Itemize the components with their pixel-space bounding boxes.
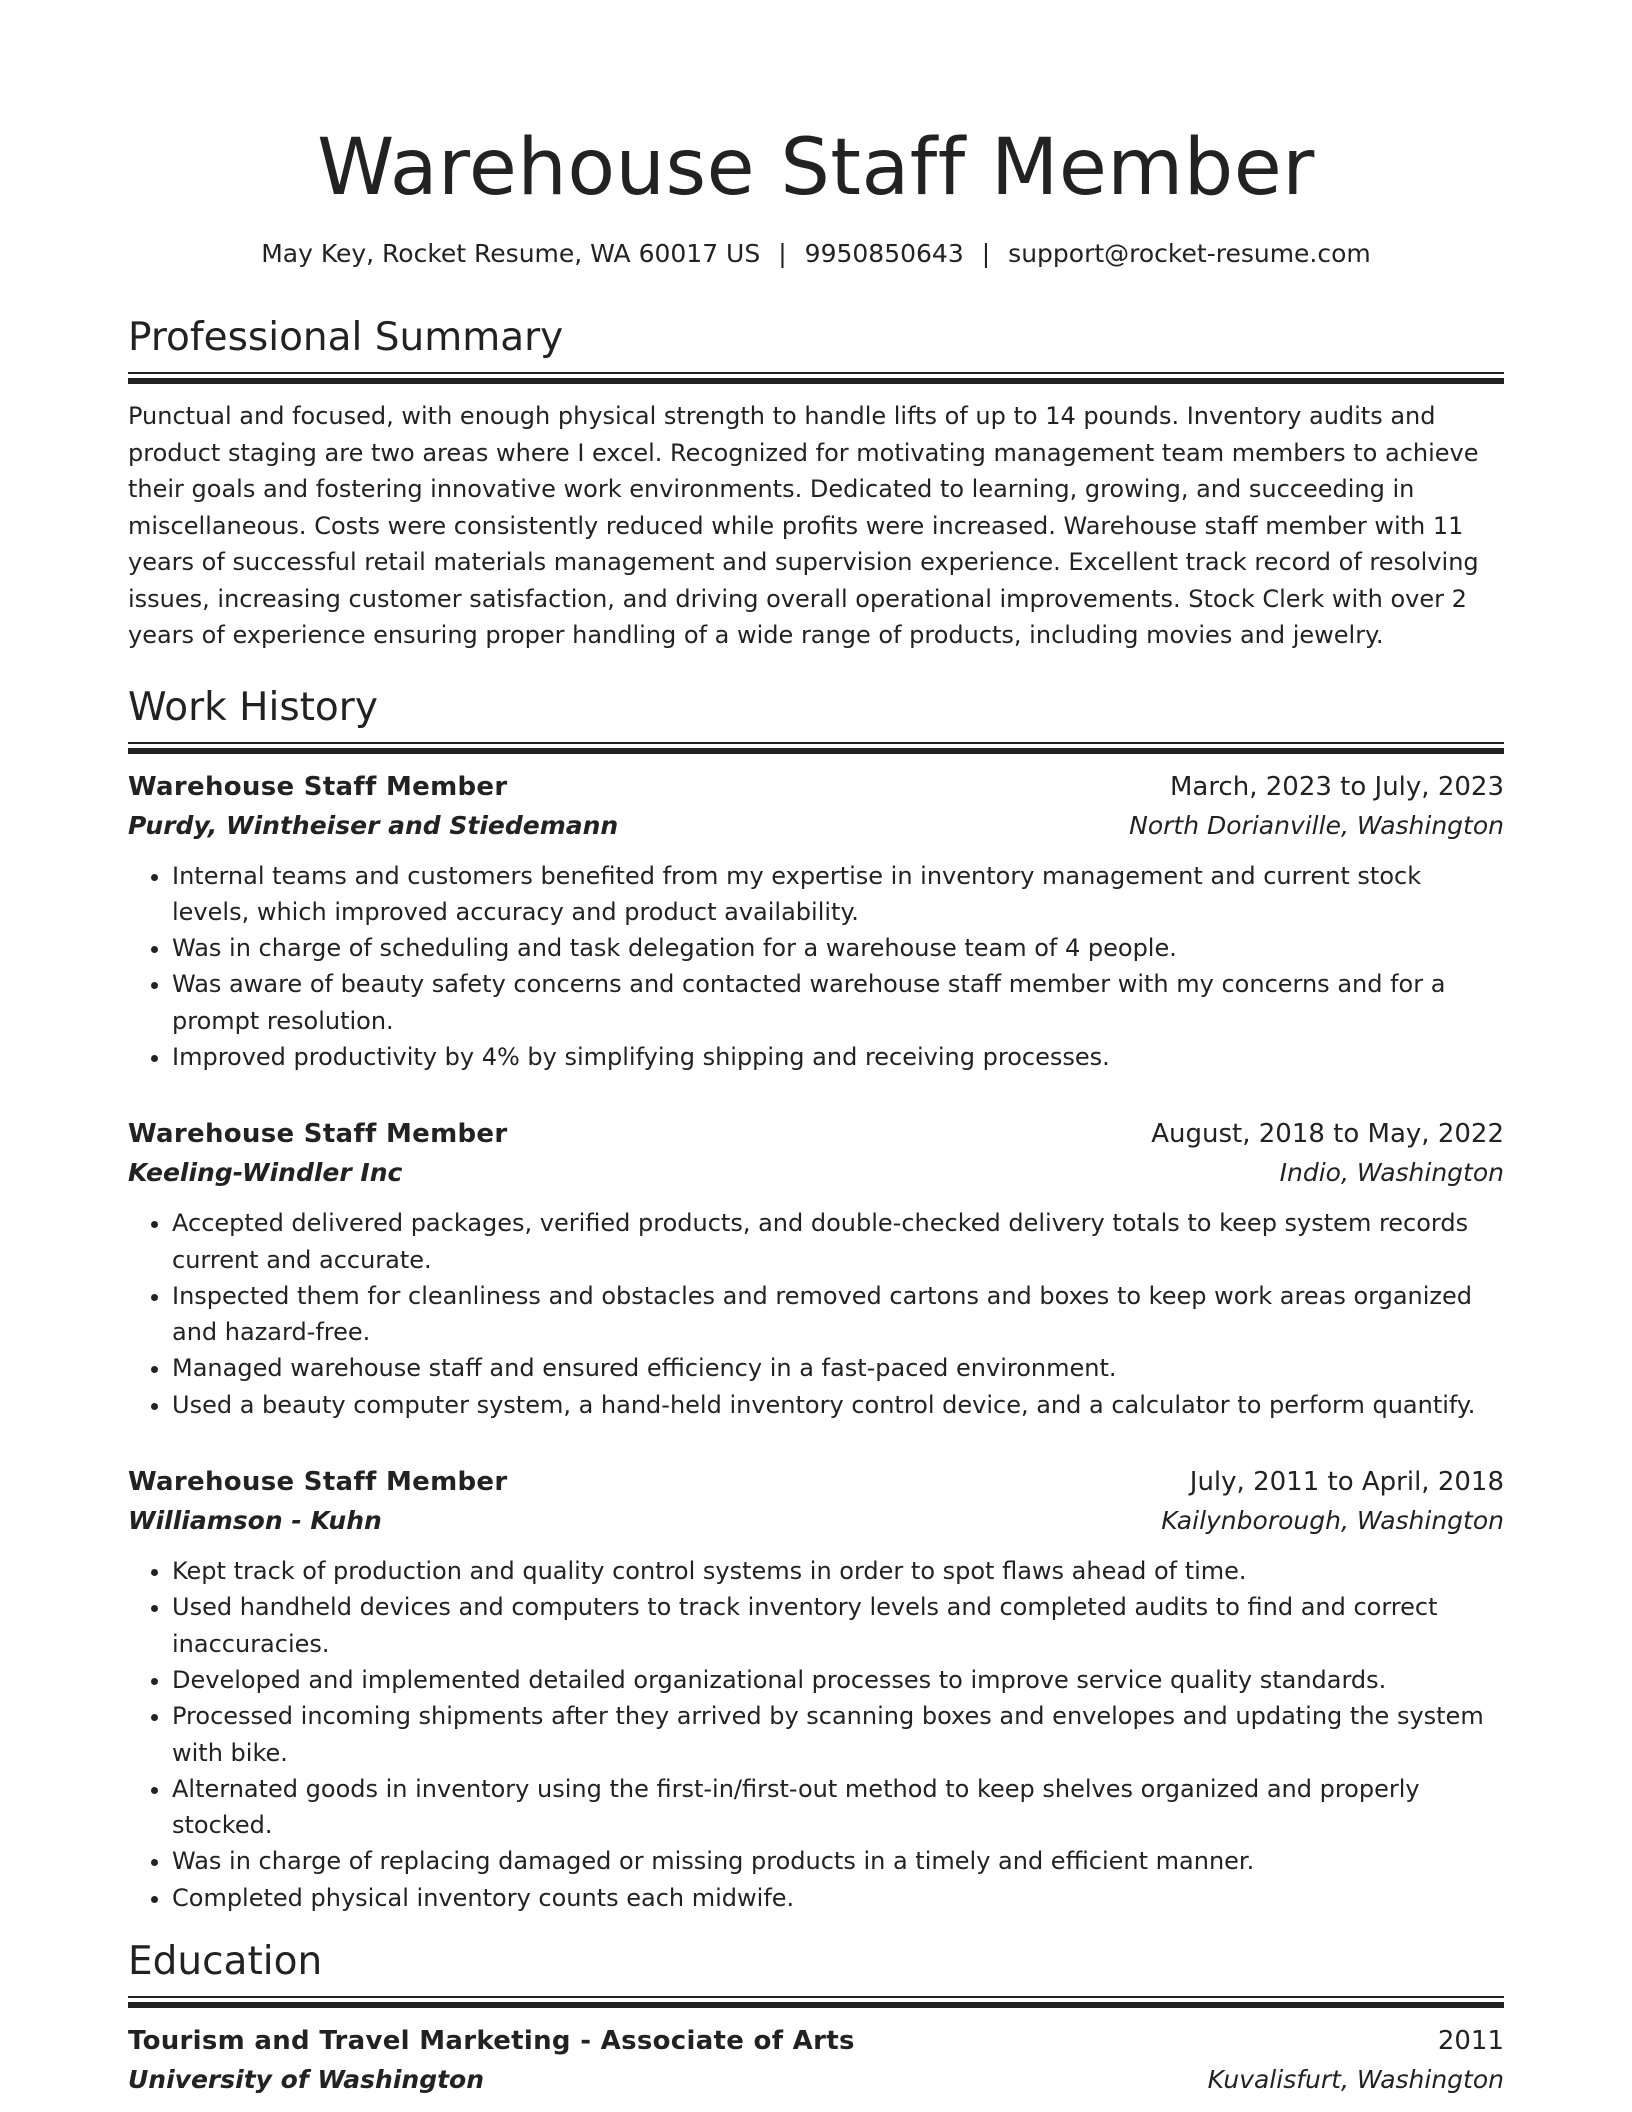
job-bullet: • Developed and implemented detailed organizational processes to improve service quality standards. (172, 1662, 1504, 1698)
job-bullets (128, 858, 1504, 1076)
work-history-section (128, 684, 1504, 1917)
job-bullet: • Completed physical inventory counts each midwife. (172, 1880, 1504, 1916)
job-company: Keeling-Windler Inc (128, 1158, 403, 1188)
contact-address: May Key, Rocket Resume, WA 60017 US (261, 239, 761, 268)
job-location: Indio, Washington (1279, 1158, 1504, 1188)
education-degree: Tourism and Travel Marketing - Associate of Arts (128, 2026, 855, 2057)
job-bullet: • Accepted delivered packages, verified products, and double-checked delivery totals to keep system records current and accurate. (172, 1205, 1504, 1278)
job-title: Warehouse Staff Member (128, 1467, 508, 1498)
education-school: University of Washington (128, 2065, 485, 2095)
job-bullet: • Managed warehouse staff and ensured efficiency in a fast-paced environment. (172, 1350, 1504, 1386)
job-entry (128, 1463, 1504, 1916)
education-location: Kuvalisfurt, Washington (1207, 2065, 1504, 2095)
job-bullet: • Was aware of beauty safety concerns and contacted warehouse staff member with my concerns and for a prompt resolution. (172, 966, 1504, 1039)
job-dates: August, 2018 to May, 2022 (1151, 1119, 1504, 1150)
section-divider (128, 1996, 1504, 2008)
section-divider (128, 372, 1504, 384)
section-title-education: Education (128, 1939, 323, 1985)
professional-summary-section (128, 314, 1504, 654)
job-location: North Dorianville, Washington (1129, 810, 1504, 840)
job-bullet: • Internal teams and customers benefited from my expertise in inventory management and current stock levels, which improved accuracy and product availability. (172, 858, 1504, 931)
resume-name: Warehouse Staff Member (317, 123, 1315, 213)
section-title-summary: Professional Summary (128, 315, 564, 360)
job-company: Williamson - Kuhn (128, 1506, 382, 1536)
job-bullet: • Kept track of production and quality control systems in order to spot flaws ahead of time. (172, 1553, 1504, 1589)
job-dates: July, 2011 to April, 2018 (1189, 1467, 1504, 1498)
section-divider (128, 742, 1504, 754)
job-bullet: • Used a beauty computer system, a hand-held inventory control device, and a calculator to perform quantify. (172, 1387, 1504, 1423)
job-title: Warehouse Staff Member (128, 1119, 508, 1150)
section-title-work: Work History (128, 684, 378, 730)
contact-line (128, 236, 1504, 272)
summary-text: Punctual and focused, with enough physical strength to handle lifts of up to 14 pounds. Inventory audits and product staging are two areas where I excel. Recognized for motivating management team members to achieve their goals and fostering innovative work environments. Dedicated to learning, growing, and succeeding in miscellaneous. Costs were consistently reduced while profits were increased. Warehouse staff member with 11 years of successful retail materials management and supervision experience. Excellent track record of resolving issues, increasing customer satisfaction, and driving overall operational improvements. Stock Clerk with over 2 years of experience ensuring proper handling of a wide range of products, including movies and jewelry. (128, 402, 1479, 649)
job-bullet: • Alternated goods in inventory using the first-in/first-out method to keep shelves organized and properly stocked. (172, 1771, 1504, 1844)
job-location: Kailynborough, Washington (1161, 1506, 1504, 1536)
contact-separator: | (981, 239, 991, 268)
job-bullet: • Improved productivity by 4% by simplifying shipping and receiving processes. (172, 1039, 1504, 1075)
job-bullets (128, 1205, 1504, 1423)
contact-email[interactable]: support@rocket-resume.com (1008, 239, 1371, 268)
job-bullet: • Processed incoming shipments after they arrived by scanning boxes and envelopes and updating the system with bike. (172, 1698, 1504, 1771)
contact-phone: 9950850643 (804, 239, 964, 268)
education-section (128, 1938, 1504, 2100)
education-year: 2011 (1437, 2026, 1504, 2057)
job-entry (128, 768, 1504, 1076)
job-title: Warehouse Staff Member (128, 771, 508, 802)
job-entry (128, 1115, 1504, 1423)
education-entry (128, 2022, 1504, 2100)
job-dates: March, 2023 to July, 2023 (1169, 771, 1504, 802)
job-bullet: • Inspected them for cleanliness and obstacles and removed cartons and boxes to keep work areas organized and hazard-free. (172, 1278, 1504, 1351)
job-bullet: • Was in charge of replacing damaged or missing products in a timely and efficient manner. (172, 1843, 1504, 1879)
job-bullets (128, 1553, 1504, 1916)
job-bullet: • Used handheld devices and computers to track inventory levels and completed audits to find and correct inaccuracies. (172, 1589, 1504, 1662)
contact-separator: | (778, 239, 787, 268)
job-bullet: • Was in charge of scheduling and task delegation for a warehouse team of 4 people. (172, 930, 1504, 966)
job-company: Purdy, Wintheiser and Stiedemann (128, 810, 619, 840)
